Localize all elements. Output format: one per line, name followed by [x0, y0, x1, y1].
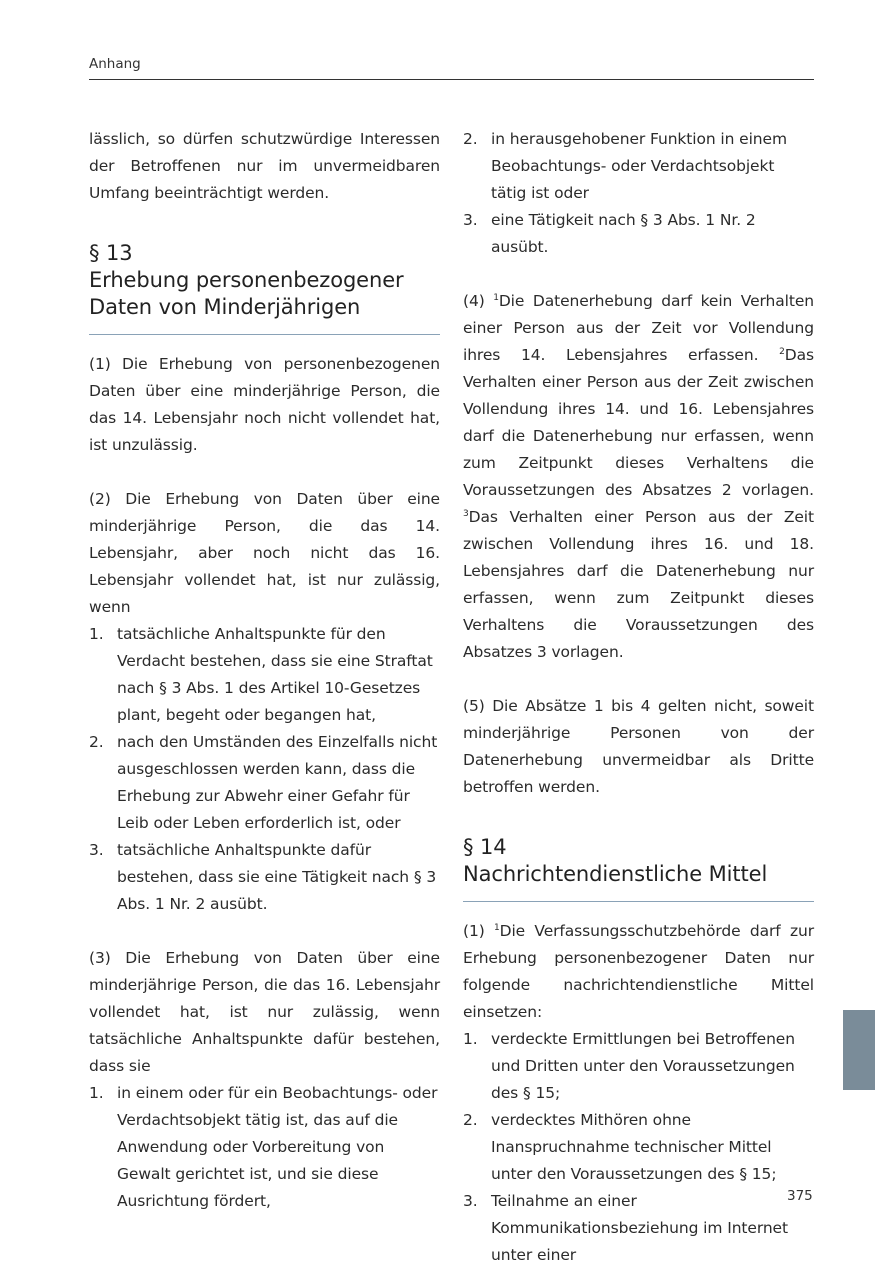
sentence-marker: 3: [463, 509, 469, 519]
paragraph-1: (1) Die Erhebung von personenbezogenen Daten über eine minderjährige Person, die das 14. Lebensjahr noch nicht vollendet hat, ist unzulässig.: [89, 355, 440, 454]
section-title: Erhebung personenbezogener Daten von Minderjährigen: [89, 268, 404, 319]
list-item: 2. nach den Umständen des Einzelfalls nicht ausgeschlossen werden kann, dass die Erhebung zur Abwehr einer Gefahr für Leib oder Leben erforderlich ist, oder: [89, 733, 438, 832]
list-item: 3. tatsächliche Anhaltspunkte dafür bestehen, dass sie eine Tätigkeit nach § 3 Abs. 1 Nr. 2 ausübt.: [89, 841, 437, 913]
paragraph-2: (2) Die Erhebung von Daten über eine minderjährige Person, die das 14. Lebensjahr, aber noch nicht das 16. Lebensjahr vollendet hat, ist nur zulässig, wenn: [89, 490, 440, 616]
page-number: 375: [787, 1188, 813, 1204]
section-rule: [463, 901, 814, 902]
sentence-marker: 1: [493, 293, 499, 303]
running-header: Anhang: [89, 56, 141, 72]
right-column: [463, 126, 814, 1269]
paragraph-14-1: (1) $^1$Die Verfassungsschutzbehörde darf zur Erhebung personenbezogener Daten nur folgende nachrichtendienstliche Mittel einsetzen:: [463, 922, 815, 1021]
header-rule: [89, 79, 814, 80]
chapter-thumb-tab: [843, 1010, 875, 1090]
paragraph-2-list: [89, 621, 440, 918]
sentence-marker: 1: [493, 923, 500, 933]
paragraph-3: (3) Die Erhebung von Daten über eine minderjährige Person, die das 16. Lebensjahr vollendet hat, ist nur zulässig, wenn tatsächliche Anhaltspunkte dafür bestehen, dass sie: [89, 949, 440, 1075]
sentence-marker: 2: [779, 347, 785, 357]
left-column: [89, 126, 440, 1215]
list-item: 3. Teilnahme an einer Kommunikationsbeziehung im Internet unter einer: [463, 1192, 788, 1264]
list-item: 2. verdecktes Mithören ohne Inanspruchnahme technischer Mittel unter den Voraussetzungen des § 15;: [463, 1111, 777, 1183]
paragraph-3-list: [89, 1080, 440, 1215]
section-13-heading: [89, 240, 440, 335]
list-item: 1. verdeckte Ermittlungen bei Betroffenen und Dritten unter den Voraussetzungen des § 15;: [463, 1030, 795, 1102]
list-item: 1. in einem oder für ein Beobachtungs- oder Verdachtsobjekt tätig ist, das auf die Anwendung oder Vorbereitung von Gewalt gerichtet ist, und sie diese Ausrichtung fördert,: [89, 1084, 438, 1210]
continued-paragraph: lässlich, so dürfen schutzwürdige Interessen der Betroffenen nur im unvermeidbaren Umfang beeinträchtigt werden.: [89, 130, 440, 202]
section-14-heading: [463, 834, 814, 902]
paragraph-5: (5) Die Absätze 1 bis 4 gelten nicht, soweit minderjährige Personen von der Datenerhebung unvermeidbar als Dritte betroffen werden.: [463, 697, 814, 796]
paragraph-14-1-list: [463, 1026, 814, 1269]
section-number: § 13: [89, 241, 133, 265]
list-item: 3. eine Tätigkeit nach § 3 Abs. 1 Nr. 2 ausübt.: [463, 211, 756, 256]
section-rule: [89, 334, 440, 335]
list-item: 2. in herausgehobener Funktion in einem Beobachtungs- oder Verdachtsobjekt tätig ist oder: [463, 130, 787, 202]
continued-list: [463, 126, 814, 261]
section-number: § 14: [463, 835, 507, 859]
list-item: 1. tatsächliche Anhaltspunkte für den Verdacht bestehen, dass sie eine Straftat nach § 3 Abs. 1 des Artikel 10-Gesetzes plant, begeht oder begangen hat,: [89, 625, 433, 724]
section-title: Nachrichtendienstliche Mittel: [463, 862, 768, 886]
paragraph-4: (4) $^1$Die Datenerhebung darf kein Verhalten einer Person aus der Zeit vor Vollendung ihres 14. Lebensjahres erfassen. $^2$Das Verhalten einer Person aus der Zeit zwischen Vollendung ihres 14. und 16. Lebensjahres darf die Datenerhebung nur erfassen, wenn zum Zeitpunkt dieses Verhaltens die Voraussetzungen des Absatzes 2 vorlagen. $^3$Das Verhalten einer Person aus der Zeit zwischen Vollendung ihres 16. und 18. Lebensjahres darf die Datenerhebung nur erfassen, wenn zum Zeitpunkt dieses Verhaltens die Voraussetzungen des Absatzes 3 vorlagen.: [463, 292, 815, 661]
